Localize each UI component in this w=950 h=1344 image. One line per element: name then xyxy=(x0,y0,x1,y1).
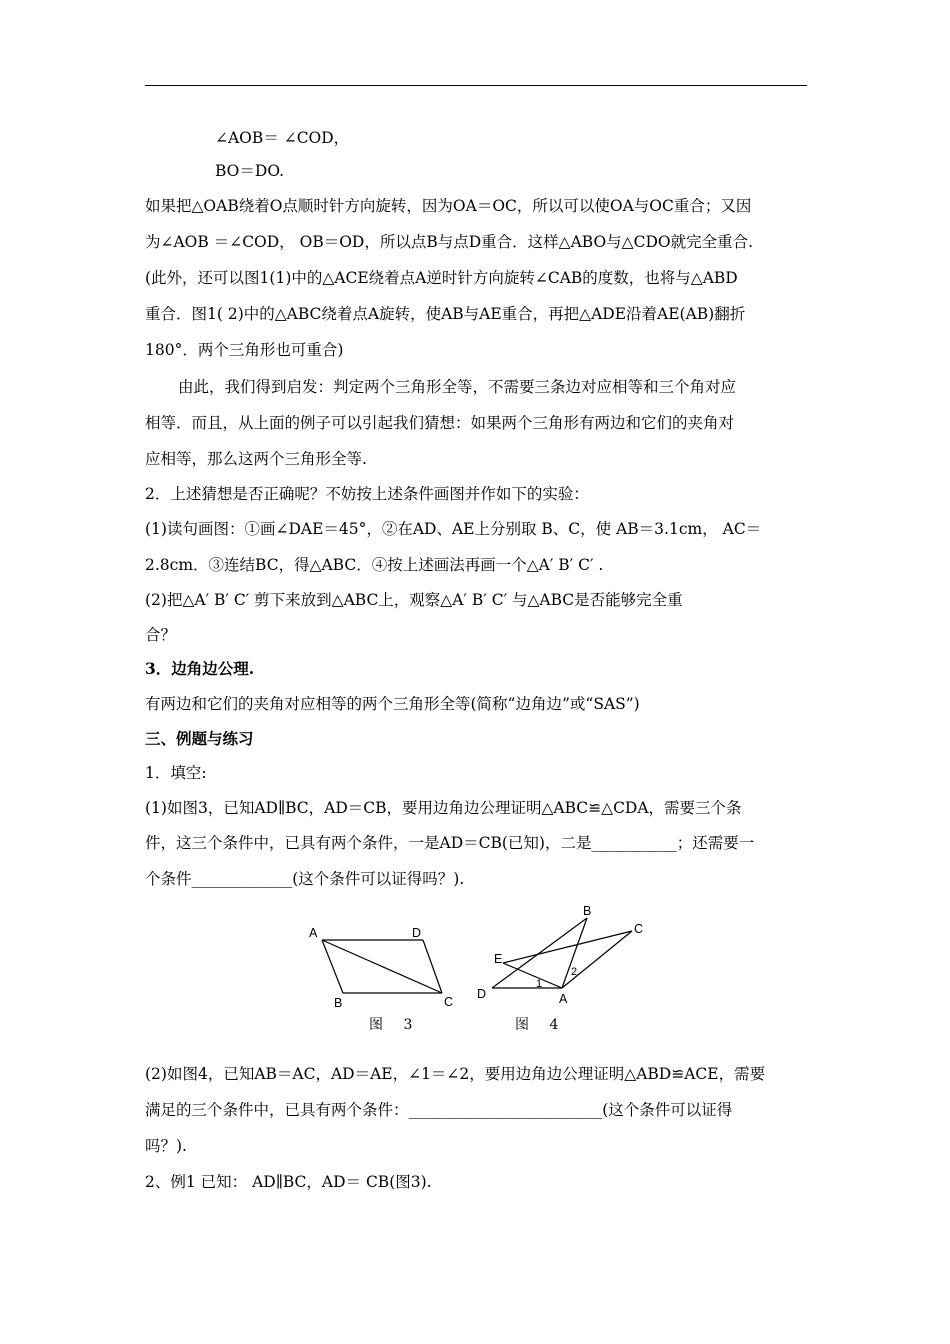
figure-3-diagram xyxy=(300,915,470,1010)
label-b: B xyxy=(334,996,343,1010)
label-c: C xyxy=(634,922,644,936)
text-line-12: (1)读句画图：①画∠DAE＝45°，②在AD、AE上分别取 B、C，使 AB＝3.1cm， AC＝ xyxy=(145,520,762,538)
header-rule xyxy=(145,85,807,86)
text-line-13: 2.8cm．③连结BC，得△ABC．④按上述画法再画一个△A′ B′ C′ . xyxy=(145,556,604,574)
label-a: A xyxy=(559,992,568,1006)
text-line-6: 重合．图1( 2)中的△ABC绕着点A旋转，使AB与AE重合，再把△ADE沿着AE(AB)翻折 xyxy=(145,305,746,323)
label-e: E xyxy=(494,952,503,966)
label-angle-1: 1 xyxy=(536,978,543,990)
figure-4-caption: 图 4 xyxy=(515,1017,567,1033)
label-b: B xyxy=(583,905,592,918)
text-line-3: 如果把△OAB绕着O点顺时针方向旋转，因为OA＝OC，所以可以使OA与OC重合；又因 xyxy=(145,197,752,215)
text-line-10: 应相等，那么这两个三角形全等. xyxy=(145,450,367,468)
text-line-22: 个条件_____________(这个条件可以证得吗？). xyxy=(145,870,465,888)
section-heading-examples: 三、例题与练习 xyxy=(145,729,254,748)
label-d: D xyxy=(477,987,487,1001)
text-line-17: 有两边和它们的夹角对应相等的两个三角形全等(简称“边角边”或“SAS”) xyxy=(145,695,640,713)
text-line-14: (2)把△A′ B′ C′ 剪下来放到△ABC上，观察△A′ B′ C′ 与△ABC是否能够完全重 xyxy=(145,591,683,609)
text-line-2: BO＝DO. xyxy=(215,162,285,180)
text-line-1: ∠AOB＝ ∠COD， xyxy=(215,129,350,147)
label-d: D xyxy=(412,926,422,940)
text-line-11: 2．上述猜想是否正确呢？不妨按上述条件画图并作如下的实验： xyxy=(145,485,589,503)
text-line-20: (1)如图3，已知AD∥BC，AD＝CB，要用边角边公理证明△ABC≌△CDA，需要三个条 xyxy=(145,799,742,817)
segment-dc xyxy=(423,940,442,993)
text-line-25: 吗？). xyxy=(145,1137,187,1155)
segment-ea xyxy=(503,963,562,988)
text-line-4: 为∠AOB ＝∠COD， OB＝OD，所以点B与点D重合．这样△ABO与△CDO就完全重合. xyxy=(145,233,754,251)
text-line-24: 满足的三个条件中，已具有两个条件：_________________________(这个条件可以证得 xyxy=(145,1101,733,1119)
text-line-26: 2、例1 已知： AD∥BC，AD＝ CB(图3). xyxy=(145,1173,432,1191)
label-c: C xyxy=(444,995,454,1009)
text-line-15: 合？ xyxy=(145,626,177,644)
text-line-19: 1．填空: xyxy=(145,764,207,782)
figure-3-caption: 图 3 xyxy=(369,1017,421,1033)
text-line-5: (此外，还可以图1(1)中的△ACE绕着点A逆时针方向旋转∠CAB的度数，也将与△ABD xyxy=(145,269,738,287)
section-heading-sas: 3．边角边公理. xyxy=(145,659,255,678)
text-line-9: 相等．而且，从上面的例子可以引起我们猜想：如果两个三角形有两边和它们的夹角对 xyxy=(145,414,735,432)
text-line-21: 件，这三个条件中，已具有两个条件，一是AD＝CB(已知)，二是___________；还需要一 xyxy=(145,834,755,852)
text-line-8: 由此，我们得到启发：判定两个三角形全等，不需要三条边对应相等和三个角对应 xyxy=(178,378,737,396)
figure-4-diagram xyxy=(470,905,650,1015)
label-angle-2: 2 xyxy=(571,966,578,978)
text-line-23: (2)如图4，已知AB＝AC，AD＝AE，∠1＝∠2，要用边角边公理证明△ABD≌ACE，需要 xyxy=(145,1065,766,1083)
label-a: A xyxy=(309,926,318,940)
text-line-7: 180°．两个三角形也可重合) xyxy=(145,341,344,359)
